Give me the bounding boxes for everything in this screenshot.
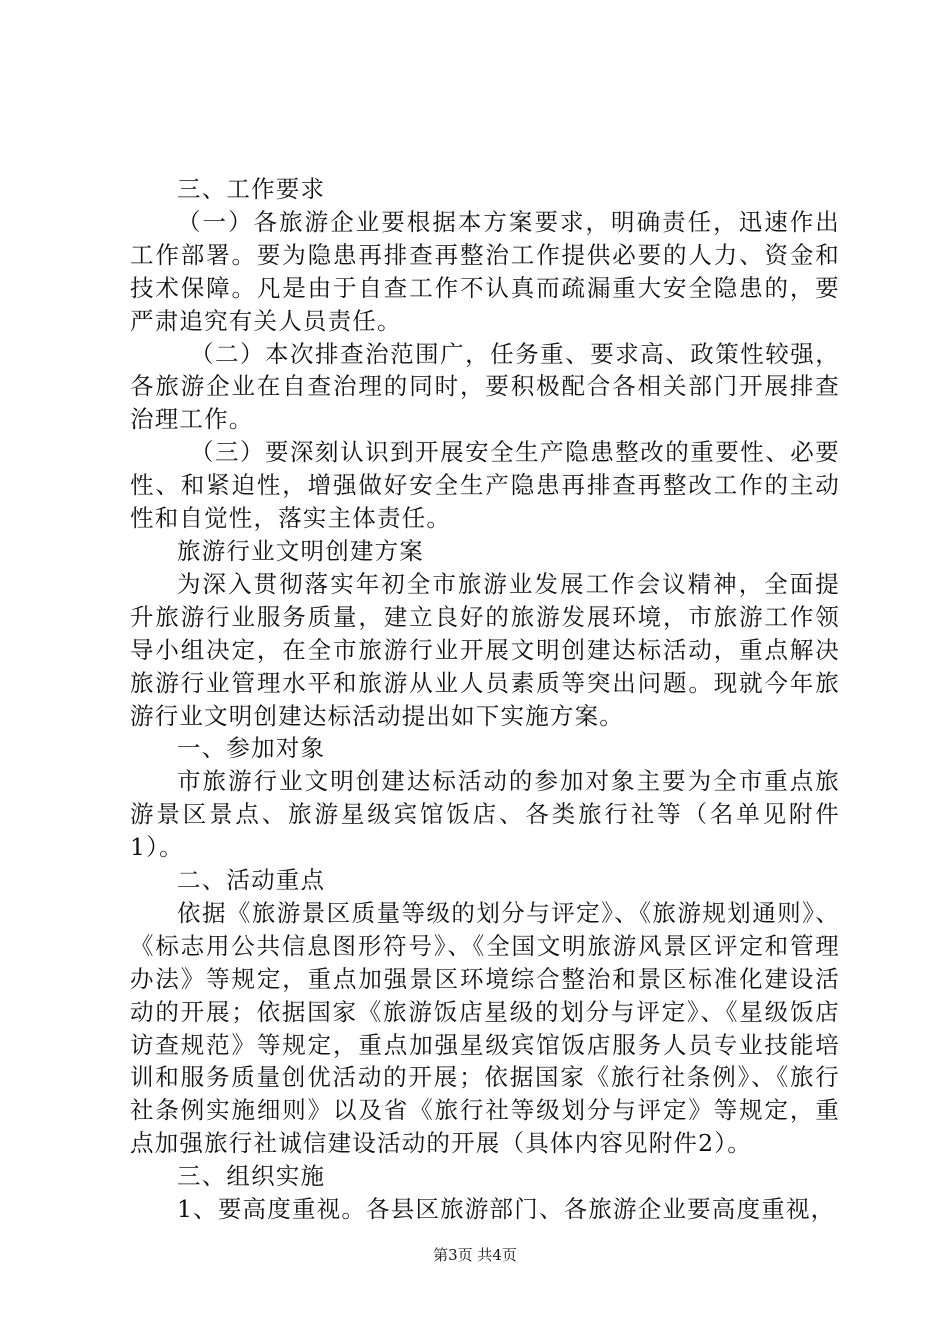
paragraph-requirement-1: （一）各旅游企业要根据本方案要求，明确责任，迅速作出工作部署。要为隐患再排查再整治工作提供必要的人力、资金和技术保障。凡是由于自查工作不认真而疏漏重大安全隐患的，要严肃追究有关人员责任。 (130, 207, 840, 335)
paragraph-implementation-1: 1、要高度重视。各县区旅游部门、各旅游企业要高度重视， (177, 1195, 836, 1224)
paragraph-introduction: 为深入贯彻落实年初全市旅游业发展工作会议精神，全面提升旅游行业服务质量，建立良好的旅游发展环境，市旅游工作领导小组决定，在全市旅游行业开展文明创建达标活动，重点解决旅游行业管理水平和旅游从业人员素质等突出问题。现就今年旅游行业文明创建达标活动提出如下实施方案。 (130, 569, 840, 730)
page-number-footer: 第3页 共4页 (433, 1246, 517, 1264)
document-title: 旅游行业文明创建方案 (177, 536, 424, 565)
paragraph-participants: 市旅游行业文明创建达标活动的参加对象主要为全市重点旅游景区景点、旅游星级宾馆饭店、各类旅行社等（名单见附件1）。 (130, 767, 840, 862)
section-heading-activity-focus: 二、活动重点 (177, 866, 326, 895)
section-heading-work-requirements: 三、工作要求 (177, 175, 326, 203)
paragraph-requirement-3: （三）要深刻认识到开展安全生产隐患整改的重要性、必要性、和紧迫性，增强做好安全生产隐患再排查再整改工作的主动性和自觉性，落实主体责任。 (130, 438, 840, 533)
paragraph-activity-focus: 依据《旅游景区质量等级的划分与评定》、《旅游规划通则》、《标志用公共信息图形符号》、《全国文明旅游风景区评定和管理办法》等规定，重点加强景区环境综合整治和景区标准化建设活动的开展；依据国家《旅游饭店星级的划分与评定》、《星级饭店访查规范》等规定，重点加强星级宾馆饭店服务人员专业技能培训和服务质量创优活动的开展；依据国家《旅行社条例》、《旅行社条例实施细则》以及省《旅行社等级划分与评定》等规定，重点加强旅行社诚信建设活动的开展（具体内容见附件2）。 (130, 898, 840, 1158)
section-heading-participants: 一、参加对象 (177, 734, 326, 763)
section-heading-implementation: 三、组织实施 (177, 1162, 326, 1191)
document-body (130, 173, 840, 1226)
paragraph-requirement-2: （二）本次排查治范围广，任务重、要求高、政策性较强，各旅游企业在自查治理的同时，要积极配合各相关部门开展排查治理工作。 (130, 339, 840, 434)
